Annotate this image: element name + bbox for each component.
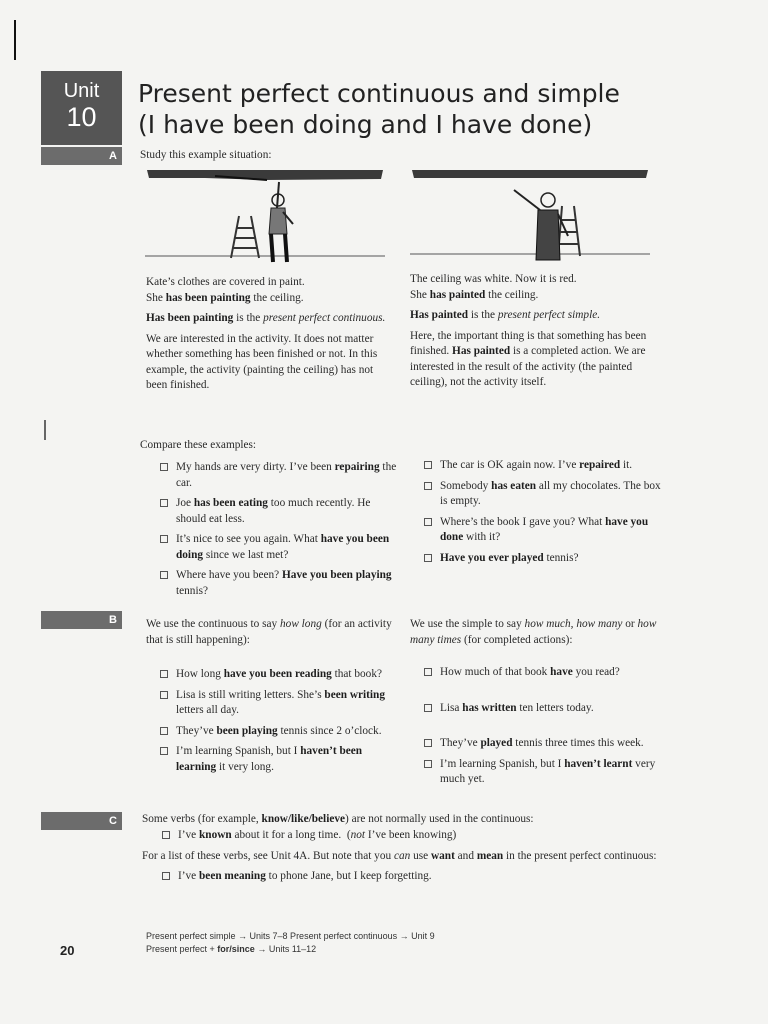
- bullet-box-icon: [424, 704, 432, 712]
- example-item: [160, 568, 400, 599]
- c-ex2-bold: been meaning: [199, 869, 266, 882]
- c-ex1-pre: I’ve: [178, 828, 200, 841]
- example-pre: How long: [176, 668, 224, 680]
- example-bold: have you done: [440, 515, 649, 543]
- example-item: [160, 532, 400, 563]
- example-bold: has been eating: [193, 497, 268, 509]
- right-explain-post: is a completed action. We are interested in the result of the activity (the painted ceiling), not the activity itself.: [410, 345, 646, 388]
- intro-italic: how much, how many: [524, 618, 623, 630]
- example-post: tennis?: [543, 551, 579, 564]
- example-pre: Somebody: [440, 479, 492, 492]
- bullet-box-icon: [160, 727, 168, 735]
- example-post: ten letters today.: [516, 701, 594, 714]
- intro-mid: or: [622, 618, 638, 630]
- unit-number: 10: [66, 102, 97, 132]
- c-line1-pre: Some verbs (for example,: [142, 813, 262, 825]
- example-item: [160, 496, 400, 527]
- section-c-line-2: [142, 849, 662, 865]
- example-post: with it?: [463, 531, 501, 543]
- section-c-line-1: [142, 812, 662, 828]
- example-bold: played: [480, 737, 513, 749]
- left-caption-2-bold: has been painting: [165, 291, 251, 304]
- left-def-bold: Has been painting: [146, 312, 234, 324]
- scan-mark-top: [14, 20, 16, 60]
- illustration-painting-ceiling: [145, 166, 385, 270]
- cross-ref-post: → Units 11–12: [254, 944, 317, 954]
- c-line2-pre: For a list of these verbs, see Unit 4A. But note that you: [142, 850, 394, 862]
- section-c-example-2: [162, 869, 662, 885]
- example-post: tennis since 2 o’clock.: [277, 724, 382, 737]
- example-bold: haven’t learnt: [564, 757, 633, 770]
- example-item: [160, 667, 400, 683]
- c-line2-bold: want: [430, 850, 455, 862]
- section-tab-b: B: [41, 611, 122, 629]
- example-post: that book?: [331, 668, 382, 680]
- example-item: [424, 458, 664, 474]
- example-bold: repairing: [334, 461, 380, 473]
- c-ex2-post: to phone Jane, but I keep forgetting.: [265, 869, 432, 882]
- intro-post: (for completed actions):: [461, 633, 573, 646]
- right-explain-bold: Has painted: [452, 345, 511, 357]
- example-post: it.: [620, 459, 633, 471]
- left-def-italic: present perfect continuous.: [263, 312, 386, 324]
- example-bold: been playing: [216, 724, 278, 737]
- example-item: [424, 515, 664, 546]
- section-c-example-1: [162, 828, 662, 844]
- example-bold: has eaten: [491, 479, 537, 492]
- page-number: 20: [60, 943, 75, 958]
- bullet-box-icon: [424, 668, 432, 676]
- example-pre: How much of that book: [440, 666, 551, 678]
- example-post: all my chocolates. The box is empty.: [440, 479, 661, 507]
- c-line2-post: in the present perfect continuous:: [503, 850, 657, 862]
- bullet-box-icon: [424, 554, 432, 562]
- example-item: [424, 757, 669, 788]
- example-bold: have you been reading: [223, 668, 332, 680]
- right-explanation: [410, 329, 662, 391]
- bullet-box-icon: [160, 747, 168, 755]
- example-post: since we last met?: [203, 548, 289, 561]
- example-pre: I’m learning Spanish, but I: [176, 745, 301, 757]
- c-ex1-note-pre: (: [346, 828, 351, 841]
- intro-italic: how many times: [410, 618, 657, 646]
- cross-references: [146, 930, 435, 956]
- example-bold: been writing: [324, 688, 385, 701]
- bullet-box-icon: [160, 499, 168, 507]
- example-pre: The car is OK again now. I’ve: [440, 459, 580, 471]
- example-item: [160, 724, 400, 740]
- example-item: [160, 744, 400, 775]
- example-pre: Lisa is still writing letters. She’s: [176, 688, 325, 701]
- example-bold: have you been doing: [176, 533, 390, 561]
- c-ex1-note-post: I’ve been knowing): [365, 828, 457, 841]
- example-pre: Lisa: [440, 701, 463, 714]
- example-pre: Where have you been?: [176, 569, 283, 581]
- compare-heading: Compare these examples:: [140, 439, 257, 451]
- bullet-box-icon: [424, 482, 432, 490]
- bullet-box-icon: [160, 670, 168, 678]
- example-item: [424, 551, 664, 567]
- example-item: [424, 701, 669, 717]
- c-ex1-post: about it for a long time.: [231, 828, 342, 841]
- cross-ref-line-2: [146, 943, 435, 956]
- example-item: [424, 479, 664, 510]
- intro-pre: We use the continuous to say: [146, 618, 281, 630]
- example-post: the car.: [176, 461, 397, 489]
- right-definition: [410, 308, 662, 324]
- c-line1-post: ) are not normally used in the continuous:: [345, 813, 534, 825]
- left-explanation: We are interested in the activity. It does not matter whether something has been finished or not. In this example, the activity (painting the ceiling) has not been finished.: [146, 332, 378, 391]
- right-def-italic: present perfect simple.: [497, 309, 601, 321]
- section-a-left-text: [146, 275, 394, 399]
- section-b-left-examples: [160, 667, 400, 780]
- example-bold: Have you ever played: [440, 551, 544, 564]
- example-post: tennis three times this week.: [512, 737, 644, 749]
- example-bold: Have you been playing: [282, 569, 392, 581]
- bullet-box-icon: [162, 831, 170, 839]
- right-caption-2-post: the ceiling.: [485, 288, 539, 301]
- bullet-box-icon: [424, 461, 432, 469]
- title-line-1: Present perfect continuous and simple: [138, 79, 620, 108]
- example-item: [424, 736, 669, 752]
- intro-pre: We use the simple to say: [410, 618, 525, 630]
- section-a-intro: Study this example situation:: [140, 149, 272, 161]
- c-line2-italic: can: [393, 850, 411, 862]
- example-bold: have: [550, 666, 573, 678]
- example-post: too much recently. He should eat less.: [176, 497, 371, 525]
- c-line1-bold: know/like/believe: [261, 813, 346, 825]
- page-title: [138, 78, 738, 140]
- bullet-box-icon: [160, 463, 168, 471]
- section-a-left-examples: [160, 460, 400, 604]
- section-tab-a: A: [41, 147, 122, 165]
- right-def-mid: is the: [468, 309, 498, 321]
- bullet-box-icon: [160, 691, 168, 699]
- intro-italic: how long: [280, 618, 322, 630]
- bullet-box-icon: [160, 571, 168, 579]
- example-post: letters all day.: [176, 704, 239, 716]
- section-b-right-intro: [410, 617, 662, 648]
- bullet-box-icon: [424, 760, 432, 768]
- title-line-2: (I have been doing and I have done): [138, 110, 593, 139]
- bullet-box-icon: [424, 518, 432, 526]
- section-b-left-intro: [146, 617, 396, 648]
- example-bold: haven’t been learning: [176, 745, 363, 773]
- bullet-box-icon: [160, 535, 168, 543]
- section-b-right-examples: [424, 665, 669, 793]
- cross-ref-pre: Present perfect +: [146, 944, 218, 954]
- bullet-box-icon: [424, 739, 432, 747]
- right-def-bold: Has painted: [410, 309, 469, 321]
- cross-ref-bold: for/since: [217, 944, 255, 954]
- example-item: [424, 665, 669, 681]
- example-item: [160, 688, 400, 719]
- right-caption-2-bold: has painted: [429, 288, 486, 301]
- example-pre: My hands are very dirty. I’ve been: [176, 461, 335, 473]
- example-pre: I’m learning Spanish, but I: [440, 757, 565, 770]
- right-explain-pre: Here, the important thing is that something has been finished.: [410, 329, 647, 357]
- left-definition: [146, 311, 394, 327]
- right-caption: [410, 272, 662, 303]
- c-ex1-bold: known: [199, 828, 232, 841]
- c-ex2-pre: I’ve: [178, 869, 200, 882]
- section-tab-c: C: [41, 812, 122, 830]
- c-line2-and: and: [454, 850, 477, 862]
- left-def-mid: is the: [233, 312, 264, 324]
- unit-label: Unit: [63, 80, 100, 102]
- section-a-right-examples: [424, 458, 664, 571]
- example-bold: has written: [462, 701, 517, 714]
- example-bold: repaired: [579, 459, 621, 471]
- example-post: tennis?: [176, 584, 208, 597]
- c-ex1-note-italic: not: [350, 828, 366, 841]
- example-pre: It’s nice to see you again. What: [176, 533, 321, 545]
- left-caption-1: Kate’s clothes are covered in paint.: [146, 276, 305, 288]
- example-pre: They’ve: [440, 737, 481, 749]
- intro-post: (for an activity that is still happening):: [146, 618, 392, 646]
- left-caption-2-post: the ceiling.: [250, 291, 304, 304]
- bullet-box-icon: [162, 872, 170, 880]
- illustration-painted-ceiling: [410, 166, 650, 266]
- example-item: [160, 460, 400, 491]
- cross-ref-line-1: Present perfect simple → Units 7–8 Present perfect continuous → Unit 9: [146, 931, 435, 941]
- section-c-body: [142, 812, 662, 884]
- left-caption-2-pre: She: [146, 291, 166, 304]
- section-a-right-text: [410, 272, 662, 396]
- example-pre: Where’s the book I gave you? What: [440, 515, 606, 528]
- c-line2-mid: use: [410, 850, 431, 862]
- example-pre: They’ve: [176, 724, 217, 737]
- unit-badge: [41, 71, 122, 145]
- c-line2-bold: mean: [476, 850, 504, 862]
- example-post: very much yet.: [440, 757, 656, 785]
- example-pre: Joe: [176, 497, 194, 509]
- right-caption-2-pre: She: [410, 288, 430, 301]
- example-post: it very long.: [216, 760, 274, 773]
- left-caption: [146, 275, 394, 306]
- example-post: you read?: [572, 666, 620, 678]
- right-caption-1: The ceiling was white. Now it is red.: [410, 273, 577, 285]
- scan-mark-left: [44, 420, 46, 440]
